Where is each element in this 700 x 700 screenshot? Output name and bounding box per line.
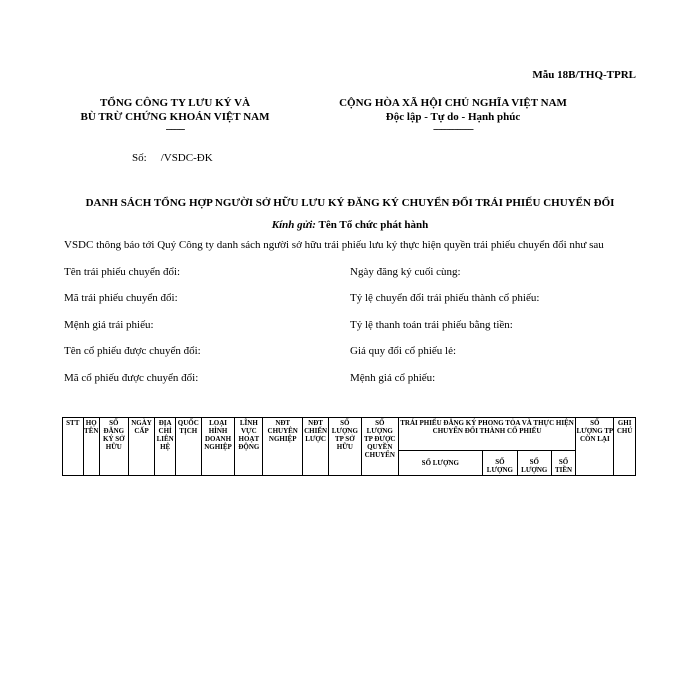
header-conversion-group: TRÁI PHIẾU ĐĂNG KÝ PHONG TỎA VÀ THỰC HIỆN CHUYỂN ĐỔI THÀNH CỔ PHIẾU xyxy=(398,418,576,451)
issuer-header xyxy=(70,96,280,134)
header-notes: GHI CHÚ xyxy=(614,418,636,476)
header-nationality: QUỐC TỊCH xyxy=(175,418,201,476)
issuer-rule: ------- xyxy=(165,123,185,135)
form-code: Mẫu 18B/THQ-TPRL xyxy=(532,69,636,81)
subheader-quantity-3: SỐ LƯỢNG xyxy=(517,451,551,476)
field-bond-name: Tên trái phiếu chuyển đổi: xyxy=(64,266,181,278)
document-number-suffix: /VSDC-ĐK xyxy=(160,152,213,164)
header-stt: STT xyxy=(63,418,84,476)
header-strategic-investor: NĐT CHIẾN LƯỢC xyxy=(303,418,329,476)
field-cash-payment-ratio: Tỷ lệ thanh toán trái phiếu bằng tiền: xyxy=(350,319,513,331)
issuer-name-line1: TỔNG CÔNG TY LƯU KÝ VÀ xyxy=(99,97,251,109)
field-stock-par-value: Mệnh giá cổ phiếu: xyxy=(350,372,436,384)
subheader-quantity-1: SỐ LƯỢNG xyxy=(398,451,482,476)
recipient-line xyxy=(0,219,700,231)
holders-table xyxy=(62,417,636,476)
field-bond-code: Mã trái phiếu chuyển đổi: xyxy=(64,292,178,304)
document-number xyxy=(132,152,213,164)
field-bond-par-value: Mệnh giá trái phiếu: xyxy=(64,319,154,331)
header-bonds-owned: SỐ LƯỢNG TP SỞ HỮU xyxy=(328,418,361,476)
national-motto: Độc lập - Tự do - Hạnh phúc xyxy=(385,111,521,123)
field-converted-stock-name: Tên cổ phiếu được chuyển đổi: xyxy=(64,345,201,357)
header-registration-number: SỐ ĐĂNG KÝ SỞ HỮU xyxy=(99,418,128,476)
header-business-field: LĨNH VỰC HOẠT ĐỘNG xyxy=(235,418,263,476)
header-issue-date: NGÀY CẤP xyxy=(128,418,155,476)
subheader-quantity-2: SỐ LƯỢNG xyxy=(482,451,517,476)
document-number-label: Số: xyxy=(132,152,147,164)
field-odd-lot-price: Giá quy đổi cổ phiếu lẻ: xyxy=(350,345,457,357)
recipient-value: Tên Tổ chức phát hành xyxy=(318,219,429,231)
intro-text: VSDC thông báo tới Quý Công ty danh sách người sở hữu trái phiếu lưu ký thực hiện quyền trái phiếu chuyển đổi như sau xyxy=(64,239,604,251)
national-rule: --------------- xyxy=(433,123,473,135)
national-header xyxy=(318,96,588,134)
header-full-name: HỌ TÊN xyxy=(83,418,99,476)
recipient-label: Kính gửi: xyxy=(271,219,316,231)
field-conversion-ratio: Tỷ lệ chuyển đổi trái phiếu thành cổ phiếu: xyxy=(350,292,540,304)
document-title: DANH SÁCH TỔNG HỢP NGƯỜI SỞ HỮU LƯU KÝ ĐĂNG KÝ CHUYỂN ĐỔI TRÁI PHIẾU CHUYỂN ĐỔI xyxy=(85,197,615,209)
issuer-name-line2: BÙ TRỪ CHỨNG KHOÁN VIỆT NAM xyxy=(80,111,270,123)
subheader-amount: SỐ TIỀN xyxy=(551,451,576,476)
field-converted-stock-code: Mã cổ phiếu được chuyển đổi: xyxy=(64,372,199,384)
header-address: ĐỊA CHỈ LIÊN HỆ xyxy=(155,418,176,476)
national-title: CỘNG HÒA XÃ HỘI CHỦ NGHĨA VIỆT NAM xyxy=(339,97,567,109)
header-business-type: LOẠI HÌNH DOANH NGHIỆP xyxy=(201,418,235,476)
header-bonds-remaining: SỐ LƯỢNG TP CÒN LẠI xyxy=(576,418,614,476)
field-record-date: Ngày đăng ký cuối cùng: xyxy=(350,266,461,278)
header-professional-investor: NĐT CHUYÊN NGHIỆP xyxy=(263,418,303,476)
header-bonds-eligible: SỐ LƯỢNG TP ĐƯỢC QUYỀN CHUYỂN xyxy=(361,418,398,476)
